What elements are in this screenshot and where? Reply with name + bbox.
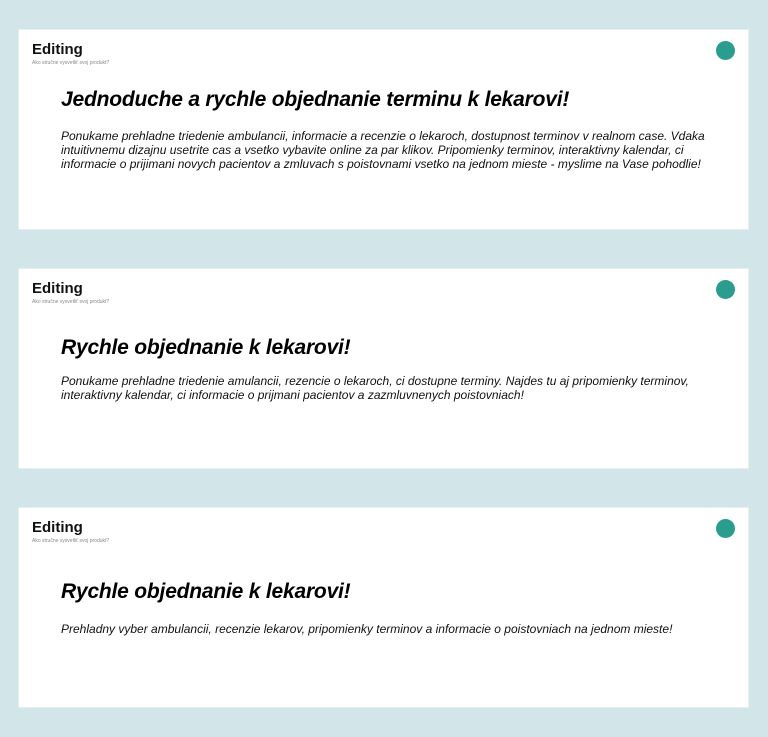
card-body-text: Prehladny vyber ambulancii, recenzie lekarov, pripomienky terminov a informacie o poistovniach na jednom mieste! bbox=[61, 622, 673, 636]
card-subtitle: Ako stručne vysvetliť svoj produkt? bbox=[32, 60, 110, 66]
status-dot-icon[interactable] bbox=[716, 41, 735, 60]
card-subtitle: Ako stručne vysvetliť svoj produkt? bbox=[32, 299, 110, 305]
status-dot-icon[interactable] bbox=[716, 280, 735, 299]
card-title: Editing bbox=[32, 519, 83, 536]
card-body-text: Ponukame prehladne triedenie amulancii, rezencie o lekaroch, ci dostupne terminy. Najdes tu aj pripomienky terminov, interaktivny kalendar, ci informacie o prijmani pacientov a zazmluvnenych poistovniach! bbox=[61, 374, 689, 402]
card-title: Editing bbox=[32, 41, 83, 58]
card-headline: Rychle objednanie k lekarovi! bbox=[61, 336, 351, 359]
editing-card-3 bbox=[18, 507, 749, 708]
editing-card-2 bbox=[18, 268, 749, 469]
card-body-text: Ponukame prehladne triedenie ambulancii, informacie a recenzie o lekaroch, dostupnost terminov v realnom case. Vdaka intuitivnemu dizajnu usetrite cas a vsetko vybavite online za par klikov. Pripomienky terminov, interaktivny kalendar, ci informacie o prijimani novych pacientov a zmluvach s poistovnami vsetko na jednom mieste - myslime na Vase pohodlie! bbox=[61, 129, 705, 171]
editing-card-1 bbox=[18, 29, 749, 230]
status-dot-icon[interactable] bbox=[716, 519, 735, 538]
card-title: Editing bbox=[32, 280, 83, 297]
card-headline: Rychle objednanie k lekarovi! bbox=[61, 580, 351, 603]
card-headline: Jednoduche a rychle objednanie terminu k lekarovi! bbox=[61, 88, 570, 111]
card-subtitle: Ako stručne vysvetliť svoj produkt? bbox=[32, 538, 110, 544]
